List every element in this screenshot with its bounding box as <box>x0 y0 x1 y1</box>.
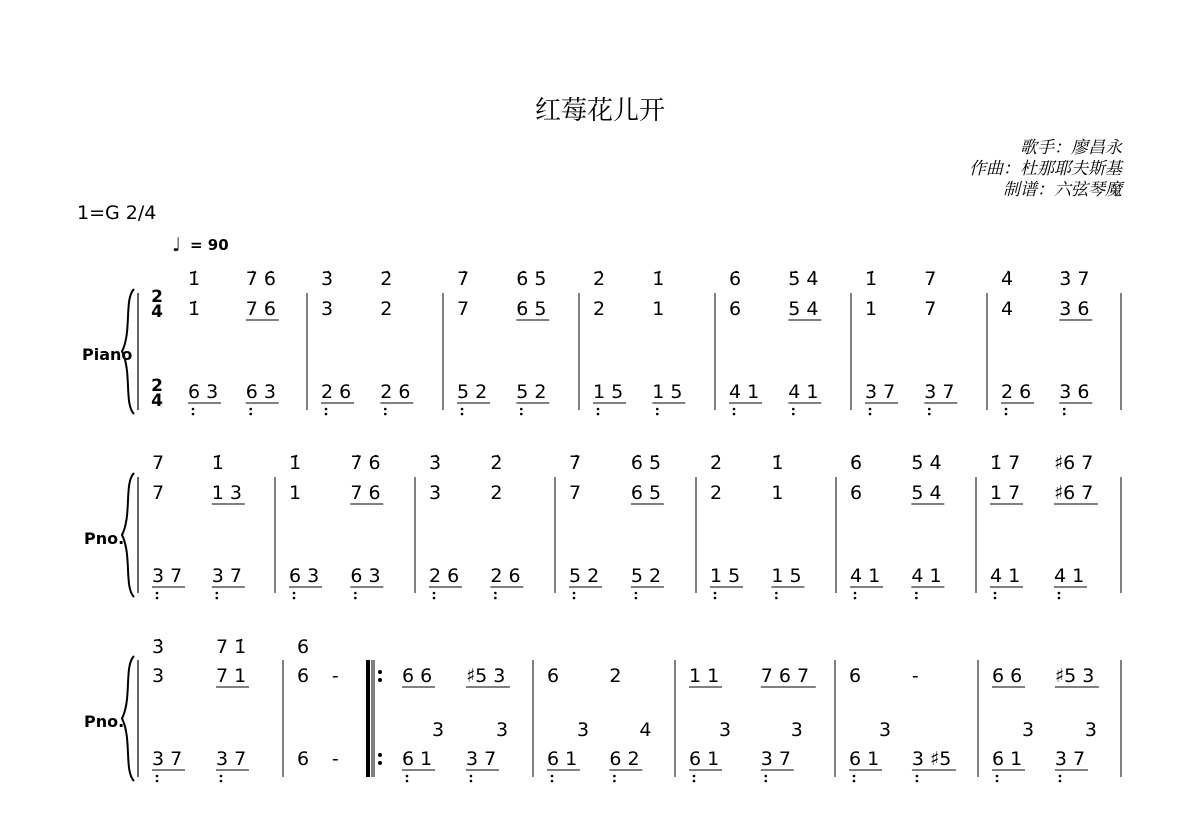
chord-symbol: 7 <box>924 268 937 290</box>
low-octave-dot <box>693 775 696 778</box>
low-octave-dot <box>1058 597 1061 600</box>
chord-symbol: 6 <box>297 636 310 658</box>
low-octave-dot <box>915 592 918 595</box>
tempo-marking: = 90 <box>190 236 229 254</box>
treble-note: 1 7 <box>990 482 1021 504</box>
treble-note: 7 6 <box>350 482 381 504</box>
bass-note: 3 7 <box>760 748 791 770</box>
chord-symbol: 3̇ 7 <box>1059 268 1090 290</box>
chord-symbol: 3̇ <box>152 636 165 658</box>
low-octave-dot <box>1063 413 1066 416</box>
chord-symbol: 7̇ 6̇ <box>350 452 381 474</box>
low-octave-dot <box>156 597 159 600</box>
bass-note: 4 1 <box>990 565 1021 587</box>
bass-note: - <box>331 748 339 770</box>
treble-note: 2 <box>380 298 393 320</box>
low-octave-dot <box>220 780 223 783</box>
low-octave-dot <box>192 408 195 411</box>
low-octave-dot <box>249 413 252 416</box>
treble-note: 6 <box>547 665 560 687</box>
low-octave-dot <box>613 775 616 778</box>
inner-voice-note: 3 <box>432 719 445 741</box>
bass-note: 3 6 <box>1059 381 1090 403</box>
low-octave-dot <box>792 408 795 411</box>
bass-note: 4 1 <box>850 565 881 587</box>
bass-note: 1 5 <box>652 381 683 403</box>
chord-symbol: 3̇ <box>321 268 334 290</box>
treble-note: 7 6 7 <box>760 665 810 687</box>
repeat-dot <box>378 678 382 682</box>
chord-symbol: 5̇ 4̇ <box>788 268 819 290</box>
low-octave-dot <box>354 597 357 600</box>
low-octave-dot <box>693 780 696 783</box>
low-octave-dot <box>461 408 464 411</box>
low-octave-dot <box>656 408 659 411</box>
low-octave-dot <box>156 780 159 783</box>
low-octave-dot <box>792 413 795 416</box>
treble-note: 6 <box>849 665 862 687</box>
instrument-label-pno-3: Pno. <box>84 712 125 731</box>
treble-note: 6 <box>850 482 863 504</box>
chord-symbol: 1̇ <box>771 452 784 474</box>
treble-note: 1 <box>771 482 784 504</box>
bass-note: 3 7 <box>1054 748 1086 770</box>
key-signature: 1=G 2/4 <box>77 202 157 224</box>
bass-note: 6 3 <box>188 381 219 403</box>
bass-note: 2 6 <box>380 381 411 403</box>
treble-note: 7 1 <box>215 665 247 687</box>
low-octave-dot <box>433 597 436 600</box>
low-octave-dot <box>573 597 576 600</box>
chord-symbol: 7 1̇ <box>215 636 247 658</box>
bass-note: 1 5 <box>593 381 624 403</box>
bass-note: 1 5 <box>771 565 802 587</box>
chord-symbol: 6̇ <box>850 452 863 474</box>
low-octave-dot <box>573 592 576 595</box>
treble-note: 1̇ <box>188 298 201 320</box>
low-octave-dot <box>994 592 997 595</box>
treble-note: 4 <box>1001 298 1014 320</box>
low-octave-dot <box>996 775 999 778</box>
bass-note: 6 1 <box>689 748 720 770</box>
low-octave-dot <box>854 597 857 600</box>
low-octave-dot <box>915 597 918 600</box>
treble-note: 2 <box>710 482 723 504</box>
treble-note: 6 <box>297 665 310 687</box>
low-octave-dot <box>714 597 717 600</box>
low-octave-dot <box>1059 775 1062 778</box>
bass-note: 1 5 <box>710 565 741 587</box>
low-octave-dot <box>635 592 638 595</box>
treble-note: ♯5 3 <box>465 665 506 687</box>
low-octave-dot <box>384 408 387 411</box>
treble-note: 7 6 <box>245 298 276 320</box>
low-octave-dot <box>916 780 919 783</box>
bass-note: 4 1 <box>1053 565 1085 587</box>
treble-note: 1 <box>652 298 665 320</box>
bass-note: 6 <box>297 748 310 770</box>
inner-voice-note: 3 <box>790 719 803 741</box>
treble-note: 1 1 <box>689 665 720 687</box>
time-signature-top: 2 <box>151 376 163 396</box>
chord-symbol: ♯6 7 <box>1053 452 1094 474</box>
low-octave-dot <box>928 413 931 416</box>
low-octave-dot <box>354 592 357 595</box>
low-octave-dot <box>656 413 659 416</box>
bass-note: 4 1 <box>911 565 942 587</box>
chord-symbol: 1̇ 7 <box>990 452 1021 474</box>
treble-note: 3 6 <box>1059 298 1090 320</box>
bass-note: 6 3 <box>289 565 320 587</box>
repeat-dot <box>378 753 382 757</box>
low-octave-dot <box>520 413 523 416</box>
bass-note: 6 1 <box>992 748 1023 770</box>
treble-note: 7 <box>924 298 937 320</box>
bass-note: 6 1 <box>849 748 880 770</box>
bass-note: 5 2 <box>457 381 488 403</box>
low-octave-dot <box>733 408 736 411</box>
instrument-label-pno-2: Pno. <box>84 529 125 548</box>
treble-note: 6 6 <box>992 665 1023 687</box>
low-octave-dot <box>494 597 497 600</box>
low-octave-dot <box>156 592 159 595</box>
low-octave-dot <box>249 408 252 411</box>
low-octave-dot <box>1005 413 1008 416</box>
low-octave-dot <box>520 408 523 411</box>
low-octave-dot <box>764 775 767 778</box>
treble-note: - <box>331 665 339 687</box>
chord-symbol: 2̇ <box>593 268 606 290</box>
low-octave-dot <box>470 780 473 783</box>
bass-note: 6 1 <box>402 748 433 770</box>
low-octave-dot <box>928 408 931 411</box>
low-octave-dot <box>869 413 872 416</box>
low-octave-dot <box>635 597 638 600</box>
low-octave-dot <box>775 597 778 600</box>
arranger-credit: 制谱：六弦琴魔 <box>1003 180 1122 200</box>
treble-note: 2 <box>593 298 606 320</box>
treble-note: 5 4 <box>911 482 942 504</box>
chord-symbol: 1̇ <box>211 452 224 474</box>
chord-symbol: 7 <box>152 452 165 474</box>
inner-voice-note: 3 <box>1084 719 1098 741</box>
low-octave-dot <box>325 413 328 416</box>
bass-note: 4 1 <box>788 381 819 403</box>
treble-note: 1 <box>865 298 878 320</box>
low-octave-dot <box>996 780 999 783</box>
inner-voice-note: 3 <box>495 719 509 741</box>
low-octave-dot <box>853 775 856 778</box>
bass-note: 5 2 <box>516 381 547 403</box>
bass-note: 2 6 <box>429 565 460 587</box>
bass-note: 3 7 <box>152 748 183 770</box>
singer-credit: 歌手：廖昌永 <box>1020 138 1122 158</box>
bass-note: 3 7 <box>465 748 497 770</box>
treble-note: 3 <box>321 298 334 320</box>
inner-voice-note: 3 <box>1022 719 1035 741</box>
composer-credit: 作曲：杜那耶夫斯基 <box>969 159 1122 179</box>
low-octave-dot <box>156 775 159 778</box>
bass-note: 3 7 <box>865 381 896 403</box>
low-octave-dot <box>216 597 219 600</box>
grand-staff-brace <box>122 656 134 781</box>
low-octave-dot <box>216 592 219 595</box>
bass-note: 2 6 <box>1001 381 1032 403</box>
bass-note: 6 3 <box>350 565 381 587</box>
low-octave-dot <box>994 597 997 600</box>
treble-note: ♯6 7 <box>1053 482 1094 504</box>
bass-note: 2 6 <box>321 381 352 403</box>
treble-note: 7 <box>152 482 165 504</box>
chord-symbol: 7̇ 6̇ <box>245 268 276 290</box>
low-octave-dot <box>1059 780 1062 783</box>
chord-symbol: 6̇ 5̇ <box>516 268 547 290</box>
treble-note: 6 5 <box>516 298 547 320</box>
inner-voice-note: 3 <box>879 719 892 741</box>
chord-symbol: 2̇ <box>710 452 723 474</box>
treble-note: 5 4 <box>788 298 819 320</box>
treble-note: ♯5 3 <box>1054 665 1095 687</box>
bass-note: 6 1 <box>547 748 578 770</box>
low-octave-dot <box>1005 408 1008 411</box>
repeat-dot <box>378 761 382 765</box>
low-octave-dot <box>461 413 464 416</box>
inner-voice-note: 3 <box>577 719 590 741</box>
chord-symbol: 6̇ 5̇ <box>630 452 662 474</box>
quarter-note-icon: ♩ <box>172 234 181 256</box>
treble-note: 2 <box>609 665 622 687</box>
repeat-dot <box>378 670 382 674</box>
bass-note: 3 7 <box>211 565 243 587</box>
treble-note: 6 5 <box>630 482 662 504</box>
treble-note: 3 <box>429 482 442 504</box>
low-octave-dot <box>406 775 409 778</box>
low-octave-dot <box>714 592 717 595</box>
low-octave-dot <box>220 775 223 778</box>
low-octave-dot <box>293 597 296 600</box>
treble-note: 6 6 <box>402 665 433 687</box>
low-octave-dot <box>869 408 872 411</box>
grand-staff-brace <box>122 473 134 597</box>
inner-voice-note: 3 <box>719 719 732 741</box>
low-octave-dot <box>775 592 778 595</box>
low-octave-dot <box>293 592 296 595</box>
chord-symbol: 1̇ <box>188 268 201 290</box>
bass-note: 5 2 <box>569 565 600 587</box>
score-title: 红莓花儿开 <box>534 96 665 126</box>
treble-note: 6 <box>729 298 742 320</box>
chord-symbol: 7̇ <box>569 452 582 474</box>
low-octave-dot <box>406 780 409 783</box>
chord-symbol: 5̇ 4̇ <box>911 452 942 474</box>
bass-note: 3 ♯5 <box>911 748 952 770</box>
treble-note: 3 <box>152 665 165 687</box>
chord-symbol: 7̇ <box>457 268 470 290</box>
low-octave-dot <box>470 775 473 778</box>
low-octave-dot <box>494 592 497 595</box>
low-octave-dot <box>325 408 328 411</box>
low-octave-dot <box>597 408 600 411</box>
bass-note: 3 7 <box>152 565 183 587</box>
inner-voice-note: 4 <box>639 719 652 741</box>
instrument-label-piano: Piano <box>82 345 133 364</box>
low-octave-dot <box>1058 592 1061 595</box>
low-octave-dot <box>192 413 195 416</box>
bass-note: 3 7 <box>924 381 955 403</box>
chord-symbol: 2̇ <box>490 452 503 474</box>
time-signature-top: 2 <box>151 287 163 307</box>
low-octave-dot <box>433 592 436 595</box>
low-octave-dot <box>916 775 919 778</box>
treble-note: 1 3 <box>211 482 243 504</box>
low-octave-dot <box>551 780 554 783</box>
bass-note: 2 6 <box>490 565 521 587</box>
low-octave-dot <box>1063 408 1066 411</box>
bass-note: 6 2 <box>609 748 640 770</box>
bass-note: 5 2 <box>630 565 662 587</box>
treble-note: 1 <box>289 482 302 504</box>
low-octave-dot <box>551 775 554 778</box>
bass-note: 6 3 <box>245 381 276 403</box>
low-octave-dot <box>733 413 736 416</box>
bass-note: 4 1 <box>729 381 760 403</box>
low-octave-dot <box>613 780 616 783</box>
chord-symbol: 1̇ <box>289 452 302 474</box>
treble-note: 2 <box>490 482 503 504</box>
chord-symbol: 1̇ <box>865 268 878 290</box>
low-octave-dot <box>597 413 600 416</box>
bass-note: 3 7 <box>215 748 247 770</box>
time-signature-bottom: 4 <box>151 302 163 322</box>
treble-note: 7 <box>569 482 582 504</box>
time-signature-bottom: 4 <box>151 391 163 411</box>
chord-symbol: 4̇ <box>1001 268 1014 290</box>
chord-symbol: 3̇ <box>429 452 442 474</box>
low-octave-dot <box>853 780 856 783</box>
chord-symbol: 1̇ <box>652 268 665 290</box>
low-octave-dot <box>764 780 767 783</box>
chord-symbol: 2̇ <box>380 268 393 290</box>
low-octave-dot <box>854 592 857 595</box>
chord-symbol: 6̇ <box>729 268 742 290</box>
treble-note: 7 <box>457 298 470 320</box>
treble-note: - <box>911 665 919 687</box>
grand-staff-brace <box>122 289 134 414</box>
low-octave-dot <box>384 413 387 416</box>
